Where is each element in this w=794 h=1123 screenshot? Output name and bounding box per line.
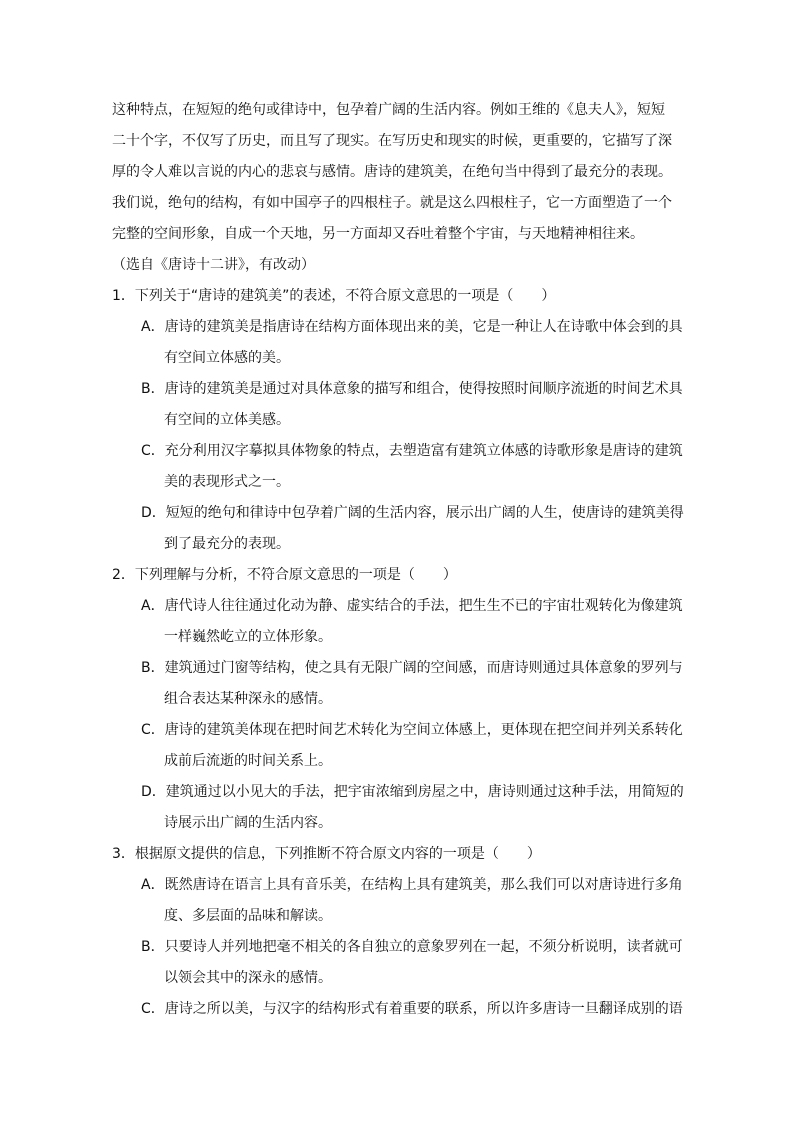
option-line: 以领会其中的深永的感情。	[164, 970, 332, 986]
passage-line: 二十个字，不仅写了历史，而且写了现实。在写历史和现实的时候，更重要的，它描写了深	[112, 133, 672, 149]
option-line: 诗展示出广阔的生活内容。	[164, 815, 332, 831]
question-3	[112, 839, 684, 1025]
option-line: 到了最充分的表现。	[164, 536, 290, 552]
passage-line: 完整的空间形象，自成一个天地，另一方面却又吞吐着整个宇宙，与天地精神相往来。	[112, 226, 644, 242]
question-stem: 1．下列关于“唐诗的建筑美”的表述，不符合原文意思的一项是（ ）	[112, 288, 556, 304]
option-line: C．唐诗之所以美，与汉字的结构形式有着重要的联系，所以许多唐诗一旦翻译成别的语	[141, 1001, 683, 1017]
option-b	[141, 374, 684, 436]
option-line: A．唐诗的建筑美是指唐诗在结构方面体现出来的美，它是一种让人在诗歌中体会到的具	[141, 319, 683, 335]
question-1	[112, 281, 684, 560]
option-line: D．建筑通过以小见大的手法，把宇宙浓缩到房屋之中，唐诗则通过这种手法，用简短的	[141, 784, 684, 800]
option-line: 有空间立体感的美。	[164, 350, 290, 366]
passage-source: （选自《唐诗十二讲》，有改动）	[112, 257, 315, 273]
option-line: C．唐诗的建筑美体现在把时间艺术转化为空间立体感上，更体现在把空间并列关系转化	[141, 722, 683, 738]
option-line: 成前后流逝的时间关系上。	[164, 753, 332, 769]
question-stem: 2．下列理解与分析，不符合原文意思的一项是（ ）	[112, 567, 457, 583]
option-line: A．唐代诗人往往通过化动为静、虚实结合的手法，把生生不已的宇宙壮观转化为像建筑	[141, 598, 683, 614]
option-line: 有空间的立体美感。	[164, 412, 290, 428]
option-a	[141, 312, 684, 374]
passage-line: 这种特点，在短短的绝句或律诗中，包孕着广阔的生活内容。例如王维的《息夫人》，短短	[112, 102, 665, 118]
option-b	[141, 932, 684, 994]
question-stem: 3．根据原文提供的信息，下列推断不符合原文内容的一项是（ ）	[112, 846, 541, 862]
option-c	[141, 715, 684, 777]
option-a	[141, 591, 684, 653]
option-line: 一样巍然屹立的立体形象。	[164, 629, 332, 645]
option-d	[141, 498, 684, 560]
option-line: B．唐诗的建筑美是通过对具体意象的描写和组合，使得按照时间顺序流逝的时间艺术具	[141, 381, 683, 397]
question-2	[112, 560, 684, 839]
passage-line: 我们说，绝句的结构，有如中国亭子的四根柱子。就是这么四根柱子，它一方面塑造了一个	[112, 195, 672, 211]
option-d	[141, 777, 684, 839]
option-b	[141, 653, 684, 715]
option-c	[141, 436, 684, 498]
option-line: A．既然唐诗在语言上具有音乐美，在结构上具有建筑美，那么我们可以对唐诗进行多角	[141, 877, 683, 893]
passage-line: 厚的令人难以言说的内心的悲哀与感情。唐诗的建筑美，在绝句当中得到了最充分的表现。	[112, 164, 672, 180]
option-line: C．充分利用汉字摹拟具体物象的特点，去塑造富有建筑立体感的诗歌形象是唐诗的建筑	[141, 443, 683, 459]
option-line: 美的表现形式之一。	[164, 474, 290, 490]
option-line: 组合表达某种深永的感情。	[164, 691, 332, 707]
document-content	[112, 95, 684, 1025]
option-line: 度、多层面的品味和解读。	[164, 908, 332, 924]
option-line: B．建筑通过门窗等结构，使之具有无限广阔的空间感，而唐诗则通过具体意象的罗列与	[141, 660, 683, 676]
option-line: D．短短的绝句和律诗中包孕着广阔的生活内容，展示出广阔的人生，使唐诗的建筑美得	[141, 505, 684, 521]
option-a	[141, 870, 684, 932]
option-line: B．只要诗人并列地把毫不相关的各自独立的意象罗列在一起，不须分析说明，读者就可	[141, 939, 683, 955]
passage-paragraph	[112, 95, 684, 281]
option-c	[141, 994, 684, 1025]
